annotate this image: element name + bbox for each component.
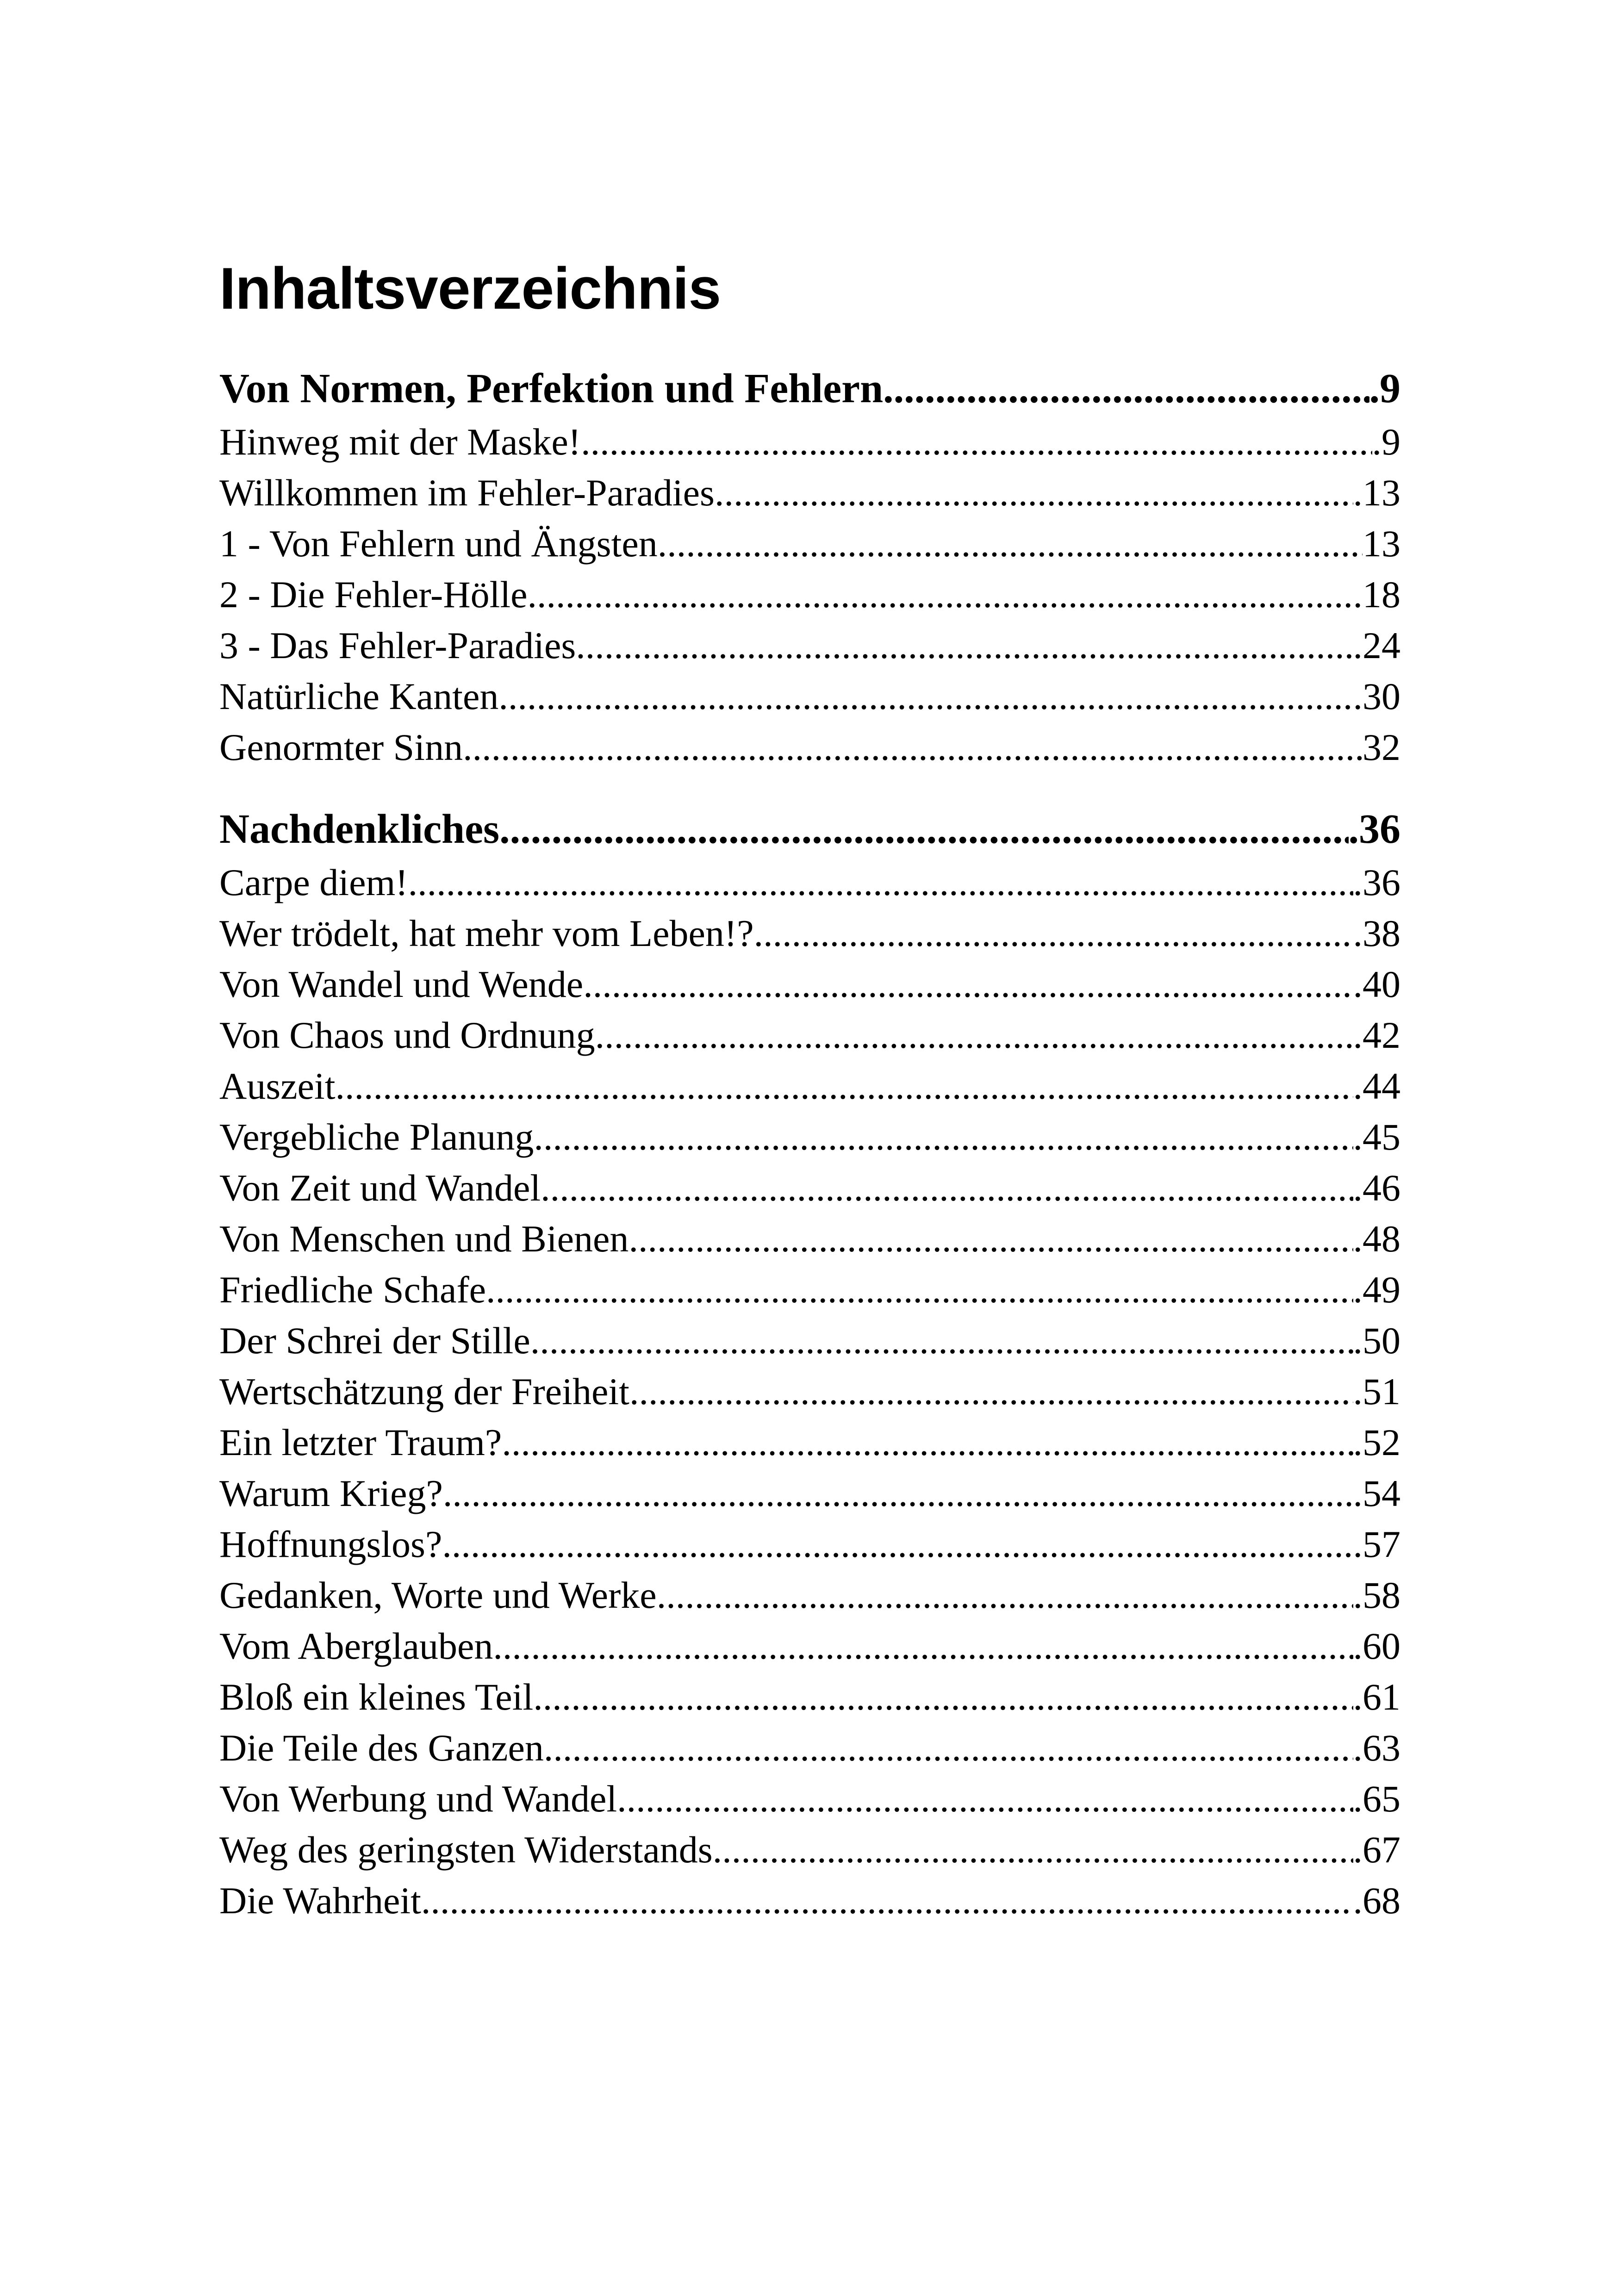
entry-title: Die Wahrheit xyxy=(219,1879,421,1922)
dot-leader xyxy=(421,1875,1353,1926)
toc-entry[interactable] xyxy=(219,1875,1400,1926)
dot-leader xyxy=(583,959,1353,1010)
dot-leader xyxy=(595,1010,1353,1061)
page-number: .58 xyxy=(1353,1574,1400,1616)
dot-leader xyxy=(581,417,1372,467)
entry-title: Vom Aberglauben xyxy=(219,1625,493,1667)
toc-entry[interactable] xyxy=(219,1570,1400,1621)
dot-leader xyxy=(530,1315,1353,1366)
dot-leader xyxy=(883,361,1369,417)
page-number: .46 xyxy=(1353,1167,1400,1209)
dot-leader xyxy=(576,620,1353,671)
dot-leader xyxy=(629,1366,1353,1417)
dot-leader xyxy=(528,569,1353,620)
toc-entry[interactable] xyxy=(219,1468,1400,1519)
toc-entry[interactable] xyxy=(219,417,1400,467)
dot-leader xyxy=(493,1621,1353,1672)
entry-title: 3 - Das Fehler-Paradies xyxy=(219,624,576,666)
entry-title: Wer trödelt, hat mehr vom Leben!? xyxy=(219,912,754,954)
toc-entry[interactable] xyxy=(219,722,1400,773)
page-number: .44 xyxy=(1353,1065,1400,1107)
page-number: .13 xyxy=(1353,472,1400,514)
page-number: .68 xyxy=(1353,1879,1400,1922)
entry-title: Hoffnungslos? xyxy=(219,1523,442,1565)
dot-leader xyxy=(486,1264,1353,1315)
entry-title: Der Schrei der Stille xyxy=(219,1319,530,1362)
page-number: .63 xyxy=(1353,1727,1400,1769)
toc-entry[interactable] xyxy=(219,1061,1400,1112)
page-number: .61 xyxy=(1353,1676,1400,1718)
page-number: .9 xyxy=(1372,421,1400,463)
toc-entry[interactable] xyxy=(219,1824,1400,1875)
page-number: .40 xyxy=(1353,963,1400,1005)
entry-title: 2 - Die Fehler-Hölle xyxy=(219,573,528,616)
toc-entry[interactable] xyxy=(219,1366,1400,1417)
entry-title: 1 - Von Fehlern und Ängsten xyxy=(219,523,658,565)
page-number: 32 xyxy=(1363,726,1400,768)
toc-entry[interactable] xyxy=(219,569,1400,620)
toc-entry[interactable] xyxy=(219,1723,1400,1773)
page-number: .50 xyxy=(1353,1319,1400,1362)
toc-entry[interactable] xyxy=(219,467,1400,518)
toc-entry[interactable] xyxy=(219,908,1400,959)
dot-leader xyxy=(629,1213,1353,1264)
dot-leader xyxy=(408,857,1353,908)
entry-title: Von Menschen und Bienen xyxy=(219,1218,629,1260)
page-number: .49 xyxy=(1353,1269,1400,1311)
dot-leader xyxy=(715,467,1353,518)
toc-section xyxy=(219,361,1400,773)
toc-entry[interactable] xyxy=(219,1672,1400,1723)
entry-title: Von Zeit und Wandel xyxy=(219,1167,541,1209)
entry-title: Friedliche Schafe xyxy=(219,1269,486,1311)
toc-entry[interactable] xyxy=(219,1112,1400,1163)
dot-leader xyxy=(658,518,1363,569)
toc-chapter-heading[interactable] xyxy=(219,802,1400,857)
toc-entry[interactable] xyxy=(219,1163,1400,1213)
entry-title: Gedanken, Worte und Werke xyxy=(219,1574,657,1616)
dot-leader xyxy=(443,1468,1353,1519)
dot-leader xyxy=(657,1570,1353,1621)
toc-entry[interactable] xyxy=(219,1621,1400,1672)
dot-leader xyxy=(442,1519,1353,1570)
page-number: .42 xyxy=(1353,1014,1400,1056)
entry-title: Die Teile des Ganzen xyxy=(219,1727,544,1769)
dot-leader xyxy=(534,1112,1353,1163)
page-number: .18 xyxy=(1353,573,1400,616)
dot-leader xyxy=(499,802,1348,857)
page-number: 13 xyxy=(1363,523,1400,565)
entry-title: Hinweg mit der Maske! xyxy=(219,421,581,463)
page-number: .57 xyxy=(1353,1523,1400,1565)
entry-title: Vergebliche Planung xyxy=(219,1116,534,1158)
page-number: .45 xyxy=(1353,1116,1400,1158)
toc-entry[interactable] xyxy=(219,620,1400,671)
dot-leader xyxy=(498,671,1353,722)
toc-entry[interactable] xyxy=(219,857,1400,908)
toc-chapter-heading[interactable] xyxy=(219,361,1400,417)
toc-entry[interactable] xyxy=(219,959,1400,1010)
entry-title: Auszeit xyxy=(219,1065,336,1107)
entry-title: Warum Krieg? xyxy=(219,1472,443,1514)
dot-leader xyxy=(617,1773,1353,1824)
chapter-title: Nachdenkliches xyxy=(219,806,500,852)
toc-entry[interactable] xyxy=(219,1315,1400,1366)
toc-section xyxy=(219,802,1400,1926)
dot-leader xyxy=(463,722,1363,773)
entry-title: Weg des geringsten Widerstands xyxy=(219,1829,713,1871)
dot-leader xyxy=(541,1163,1353,1213)
dot-leader xyxy=(502,1417,1353,1468)
toc-entry[interactable] xyxy=(219,1213,1400,1264)
dot-leader xyxy=(544,1723,1353,1773)
page-number: .65 xyxy=(1353,1778,1400,1820)
page-title: Inhaltsverzeichnis xyxy=(219,255,721,321)
chapter-title: Von Normen, Perfektion und Fehlern xyxy=(219,366,884,411)
page-number: .52 xyxy=(1353,1421,1400,1463)
entry-title: Von Werbung und Wandel xyxy=(219,1778,617,1820)
toc-entry[interactable] xyxy=(219,1010,1400,1061)
page-number: .24 xyxy=(1353,624,1400,666)
entry-title: Carpe diem! xyxy=(219,861,408,903)
toc-entry[interactable] xyxy=(219,1773,1400,1824)
dot-leader xyxy=(713,1824,1353,1875)
page-number: .48 xyxy=(1353,1218,1400,1260)
toc-entry[interactable] xyxy=(219,671,1400,722)
page-number: .51 xyxy=(1353,1370,1400,1412)
entry-title: Bloß ein kleines Teil xyxy=(219,1676,534,1718)
entry-title: Genormter Sinn xyxy=(219,726,463,768)
toc-entry[interactable] xyxy=(219,1519,1400,1570)
dot-leader xyxy=(754,908,1353,959)
page-number: .38 xyxy=(1353,912,1400,954)
dot-leader xyxy=(533,1672,1353,1723)
toc-entry[interactable] xyxy=(219,1417,1400,1468)
toc-entry[interactable] xyxy=(219,1264,1400,1315)
entry-title: Wertschätzung der Freiheit xyxy=(219,1370,629,1412)
entry-title: Ein letzter Traum? xyxy=(219,1421,502,1463)
entry-title: Natürliche Kanten xyxy=(219,675,499,717)
page-number: .67 xyxy=(1353,1829,1400,1871)
entry-title: Von Chaos und Ordnung xyxy=(219,1014,595,1056)
page-number: .36 xyxy=(1348,806,1400,852)
table-of-contents xyxy=(219,361,1400,1926)
page-number: .36 xyxy=(1353,861,1400,903)
toc-entry[interactable] xyxy=(219,518,1400,569)
page-number: .60 xyxy=(1353,1625,1400,1667)
entry-title: Willkommen im Fehler-Paradies xyxy=(219,472,715,514)
page-number: .54 xyxy=(1353,1472,1400,1514)
entry-title: Von Wandel und Wende xyxy=(219,963,584,1005)
page-number: .9 xyxy=(1369,366,1400,411)
dot-leader xyxy=(335,1061,1353,1112)
page-number: .30 xyxy=(1353,675,1400,717)
